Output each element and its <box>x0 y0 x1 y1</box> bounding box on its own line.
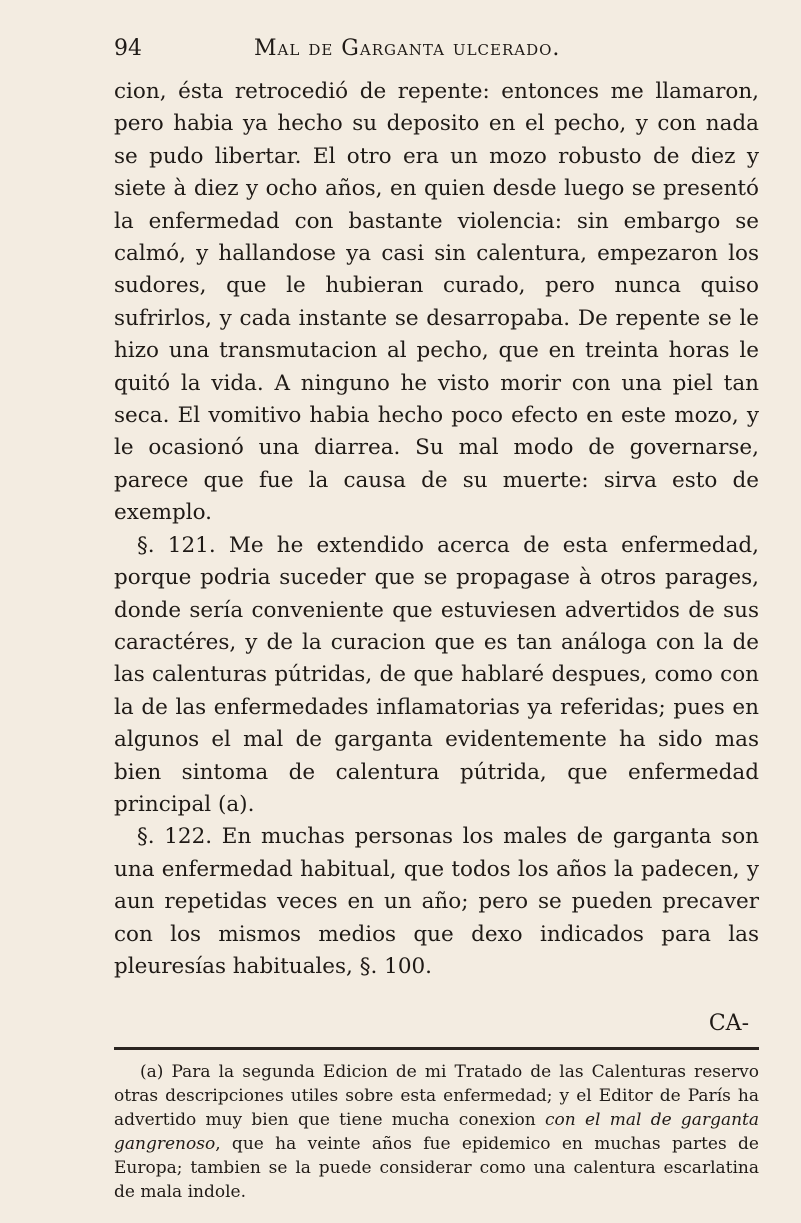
paragraph-122: §. 122. En muchas personas los males de garganta son una enfermedad habitual, que todos los años la padecen, y aun repetidas veces en un año; pero se pueden precaver con los mismos medios que dexo indicados para las pleuresías habituales, §. 100. <box>114 824 759 979</box>
page-number: 94 <box>114 36 142 61</box>
footnote-text-start: (a) Para la segunda Edicion de mi Tratado de las Calenturas reservo otras descripciones utiles sobre esta enfermedad; y el Editor de París ha advertido muy bien que tiene mucha conexion <box>114 1062 759 1131</box>
running-title: Mal de Garganta ulcerado. <box>254 36 561 61</box>
footnote-text-end: , que ha veinte años fue epidemico en muchas partes de Europa; tambien se la puede considerar como una calentura escarlatina de mala indole. <box>114 1134 759 1203</box>
main-text <box>114 76 769 983</box>
footnote <box>114 1060 769 1204</box>
paragraph-121: §. 121. Me he extendido acerca de esta enfermedad, porque podria suceder que se propagase à otros parages, donde sería conveniente que estuviesen advertidos de sus caractéres, y de la curacion que es tan análoga con la de las calenturas pútridas, de que hablaré despues, como con la de las enfermedades inflamatorias ya referidas; pues en algunos el mal de garganta evidentemente ha sido mas bien sintoma de calentura pútrida, que enfermedad principal (a). <box>114 532 759 817</box>
catchword: CA- <box>708 1011 749 1037</box>
paragraph-continuation: cion, ésta retrocedió de repente: entonces me llamaron, pero habia ya hecho su deposito en el pecho, y con nada se pudo libertar. El otro era un mozo robusto de diez y siete à diez y ocho años, en quien desde luego se presentó la enfermedad con bastante violencia: sin embargo se calmó, y hallandose ya casi sin calentura, empezaron los sudores, que le hubieran curado, pero nunca quiso sufrirlos, y cada instante se desarropaba. De repente se le hizo una transmutacion al pecho, que en treinta horas le quitó la vida. A ninguno he visto morir con una piel tan seca. El vomitivo habia hecho poco efecto en este mozo, y le ocasionó una diarrea. Su mal modo de governarse, parece que fue la causa de su muerte: sirva esto de exemplo. <box>114 79 759 526</box>
footnote-italic-text: con el mal de garganta gangrenoso <box>114 1110 760 1155</box>
footnote-text <box>114 1060 759 1204</box>
footnote-divider <box>114 1047 759 1050</box>
page-header <box>114 36 769 76</box>
